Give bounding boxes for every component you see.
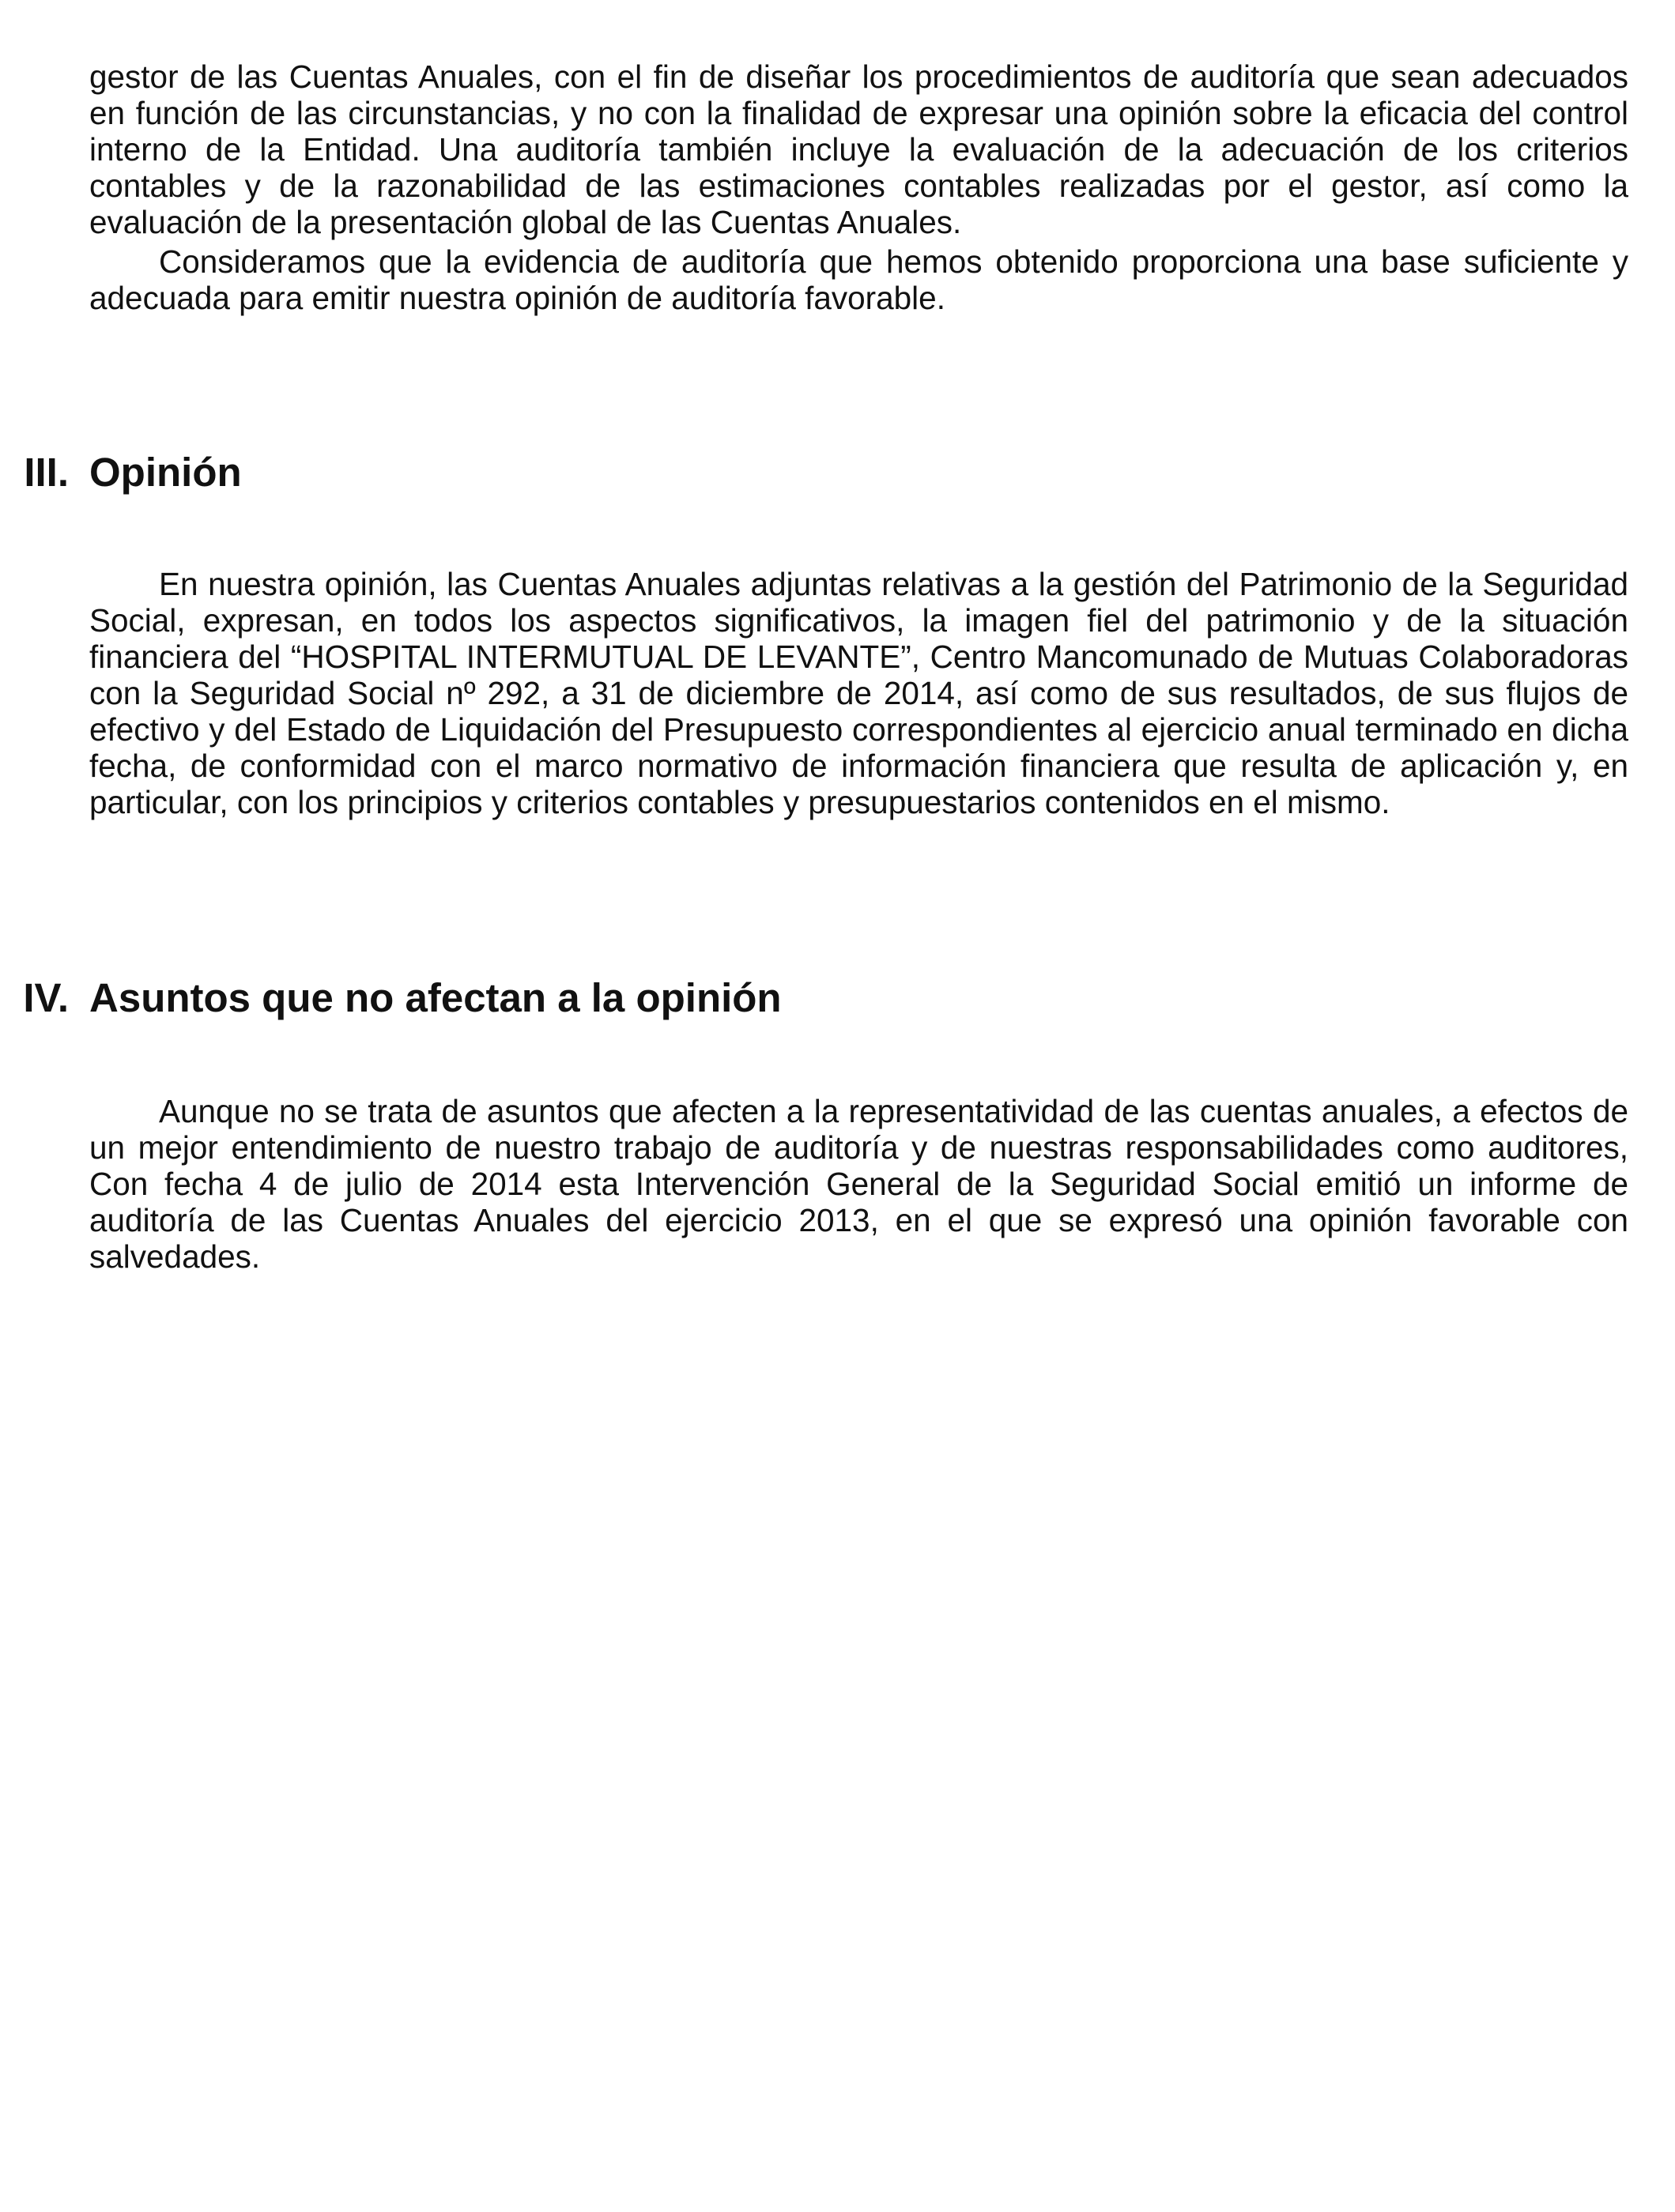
- continuation-paragraph-1: gestor de las Cuentas Anuales, con el fin de diseñar los procedimientos de auditoría que sean adecuados en función de las circunstancias, y no con la finalidad de expresar una opinión sobre la eficacia del control interno de la Entidad. Una auditoría también incluye la evaluación de la adecuación de los criterios contables y de la razonabilidad de las estimaciones contables realizadas por el gestor, así como la evaluación de la presentación global de las Cuentas Anuales.: [89, 58, 1628, 240]
- opinion-paragraph: En nuestra opinión, las Cuentas Anuales adjuntas relativas a la gestión del Patrimonio de la Seguridad Social, expresan, en todos los aspectos significativos, la imagen fiel del patrimonio y de la situación financiera del “HOSPITAL INTERMUTUAL DE LEVANTE”, Centro Mancomunado de Mutuas Colaboradoras con la Seguridad Social nº 292, a 31 de diciembre de 2014, así como de sus resultados, de sus flujos de efectivo y del Estado de Liquidación del Presupuesto correspondientes al ejercicio anual terminado en dicha fecha, de conformidad con el marco normativo de información financiera que resulta de aplicación y, en particular, con los principios y criterios contables y presupuestarios contenidos en el mismo.: [89, 566, 1628, 820]
- continuation-paragraph-2: Consideramos que la evidencia de auditoría que hemos obtenido proporciona una base suficiente y adecuada para emitir nuestra opinión de auditoría favorable.: [89, 243, 1628, 316]
- section-title: Asuntos que no afectan a la opinión: [89, 975, 782, 1020]
- section-number: III.: [24, 450, 69, 495]
- section-number: IV.: [23, 975, 69, 1020]
- continuation-section: [89, 58, 1628, 316]
- opinion-section-body: [89, 566, 1628, 820]
- asuntos-section-body: [89, 1093, 1628, 1275]
- asuntos-paragraph: Aunque no se trata de asuntos que afecten a la representatividad de las cuentas anuales, a efectos de un mejor entendimiento de nuestro trabajo de auditoría y de nuestras responsabilidades como auditores, Con fecha 4 de julio de 2014 esta Intervención General de la Seguridad Social emitió un informe de auditoría de las Cuentas Anuales del ejercicio 2013, en el que se expresó una opinión favorable con salvedades.: [89, 1093, 1628, 1275]
- section-title: Opinión: [89, 450, 242, 495]
